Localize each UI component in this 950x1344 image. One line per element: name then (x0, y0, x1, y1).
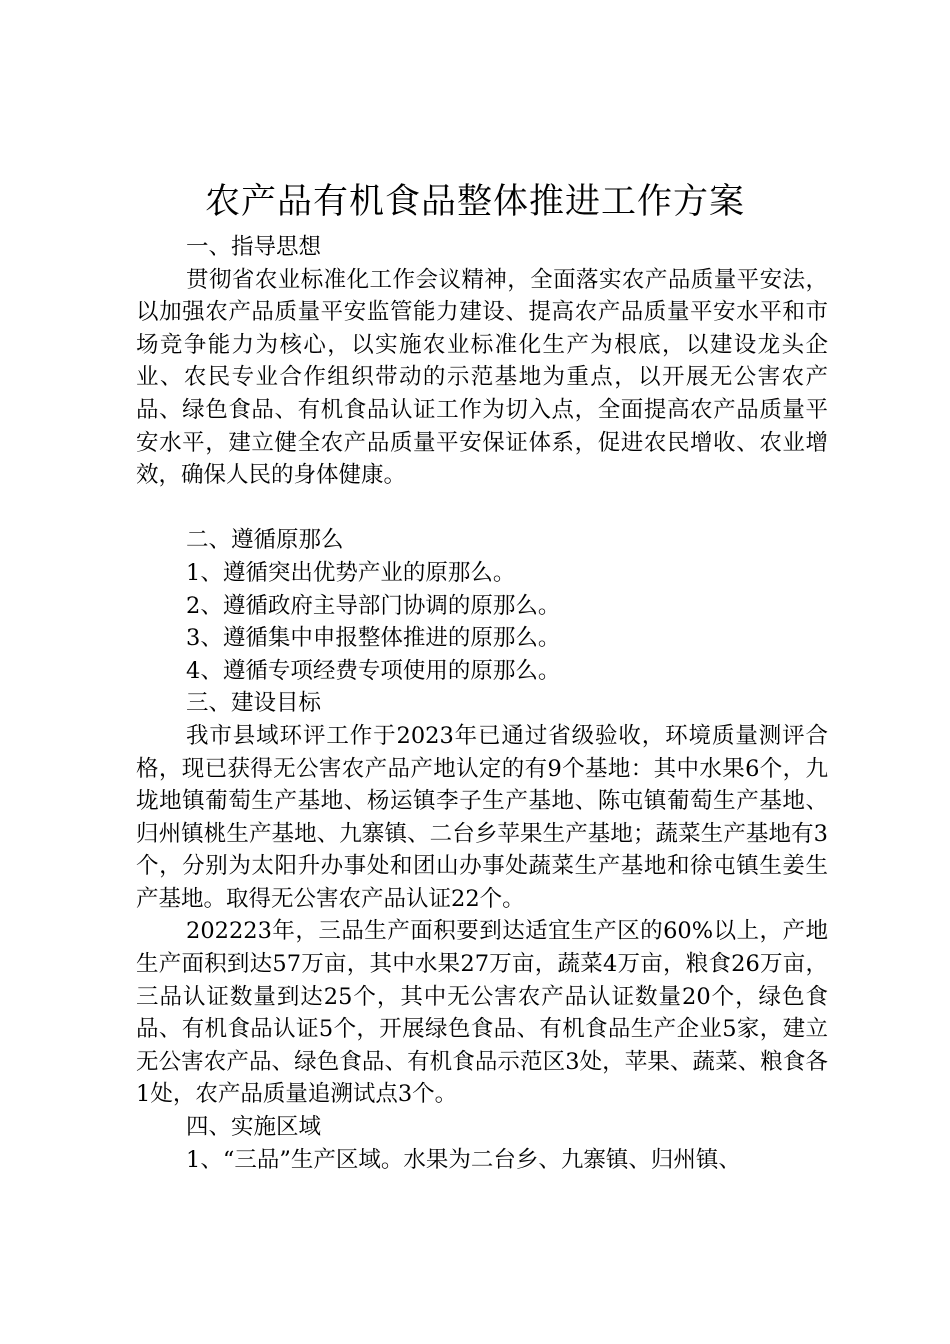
section3-heading: 三、建设目标 (186, 690, 322, 717)
section4-heading: 四、实施区域 (186, 1114, 322, 1141)
section2-heading: 二、遵循原那么 (186, 527, 344, 554)
principle-item-1: 1、遵循突出优势产业的原那么。 (186, 559, 516, 586)
section3-paragraph-2: 202223年，三品生产面积要到达适宜生产区的60%以上，产地生产面积到达57万亩，其中水果27万亩，蔬菜4万亩，粮食26万亩，三品认证数量到达25个，其中无公害农产品认证数量20个，绿色食品、有机食品认证5个，开展绿色食品、有机食品生产企业5家，建立无公害农产品、绿色食品、有机食品示范区3处，苹果、蔬菜、粮食各1处，农产品质量追溯试点3个。 (136, 918, 828, 1108)
section1-heading: 一、指导思想 (186, 234, 322, 260)
document-title: 农产品有机食品整体推进工作方案 (204, 182, 745, 222)
document-body (136, 231, 828, 1176)
section1-paragraph: 贯彻省农业标准化工作会议精神，全面落实农产品质量平安法，以加强农产品质量平安监管能力建设、提高农产品质量平安水平和市场竞争能力为核心，以实施农业标准化生产为根底，以建设龙头企业、农民专业合作组织带动的示范基地为重点，以开展无公害农产品、绿色食品、有机食品认证工作为切入点，全面提高农产品质量平安水平，建立健全农产品质量平安保证体系，促进农民增收、农业增效，确保人民的身体健康。 (136, 266, 828, 489)
principle-item-3: 3、遵循集中申报整体推进的原那么。 (186, 625, 561, 652)
section3-paragraph-1: 我市县域环评工作于2023年已通过省级验收，环境质量测评合格，现已获得无公害农产品产地认定的有9个基地：其中水果6个，九垅地镇葡萄生产基地、杨运镇李子生产基地、陈屯镇葡萄生产基地、归州镇桃生产基地、九寨镇、二台乡苹果生产基地；蔬菜生产基地有3个，分别为太阳升办事处和团山办事处蔬菜生产基地和徐屯镇生姜生产基地。取得无公害农产品认证22个。 (136, 722, 828, 912)
principle-item-4: 4、遵循专项经费专项使用的原那么。 (186, 657, 561, 684)
section4-item-1: 1、“三品”生产区域。水果为二台乡、九寨镇、归州镇、 (186, 1146, 741, 1173)
paragraph-spacer (136, 492, 828, 525)
principle-item-2: 2、遵循政府主导部门协调的原那么。 (186, 592, 561, 619)
